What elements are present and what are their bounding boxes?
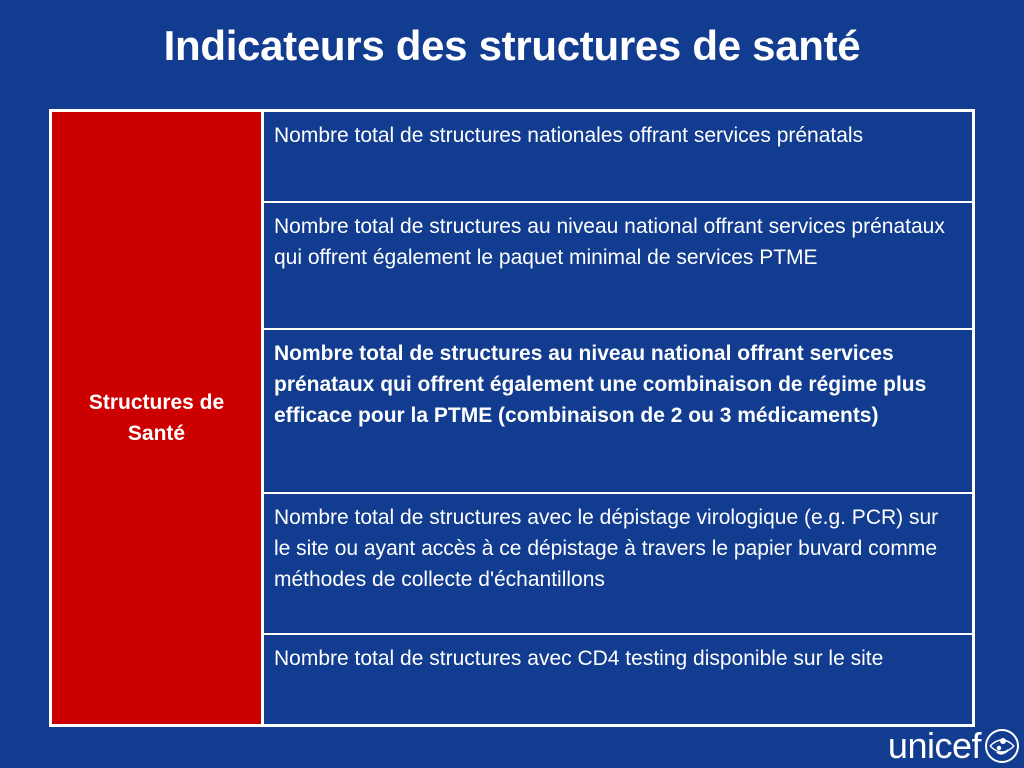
side-category-cell [52,112,264,724]
indicator-row: Nombre total de structures nationales offrant services prénatals [264,112,972,203]
side-label-line1: Structures de [88,391,225,414]
side-category-label [81,387,232,449]
unicef-emblem-icon [984,728,1020,764]
indicator-row: Nombre total de structures au niveau national offrant services prénataux qui offrent également le paquet minimal de services PTME [264,203,972,330]
indicator-row: Nombre total de structures avec le dépistage virologique (e.g. PCR) sur le site ou ayant accès à ce dépistage à travers le papier buvard comme méthodes de collecte d'échantillons [264,494,972,635]
indicator-row: Nombre total de structures avec CD4 testing disponible sur le site [274,647,884,670]
indicator-row-highlighted: Nombre total de structures au niveau national offrant services prénataux qui offrent également une combinaison de régime plus efficace pour la PTME (combinaison de 2 ou 3 médicaments) [264,330,972,494]
side-label-line2: Santé [127,422,186,445]
indicators-table [49,109,975,727]
unicef-logo [888,726,1020,766]
page-title: Indicateurs des structures de santé [163,22,861,69]
unicef-logo-text: unicef [887,725,981,766]
indicator-rows [264,112,972,724]
